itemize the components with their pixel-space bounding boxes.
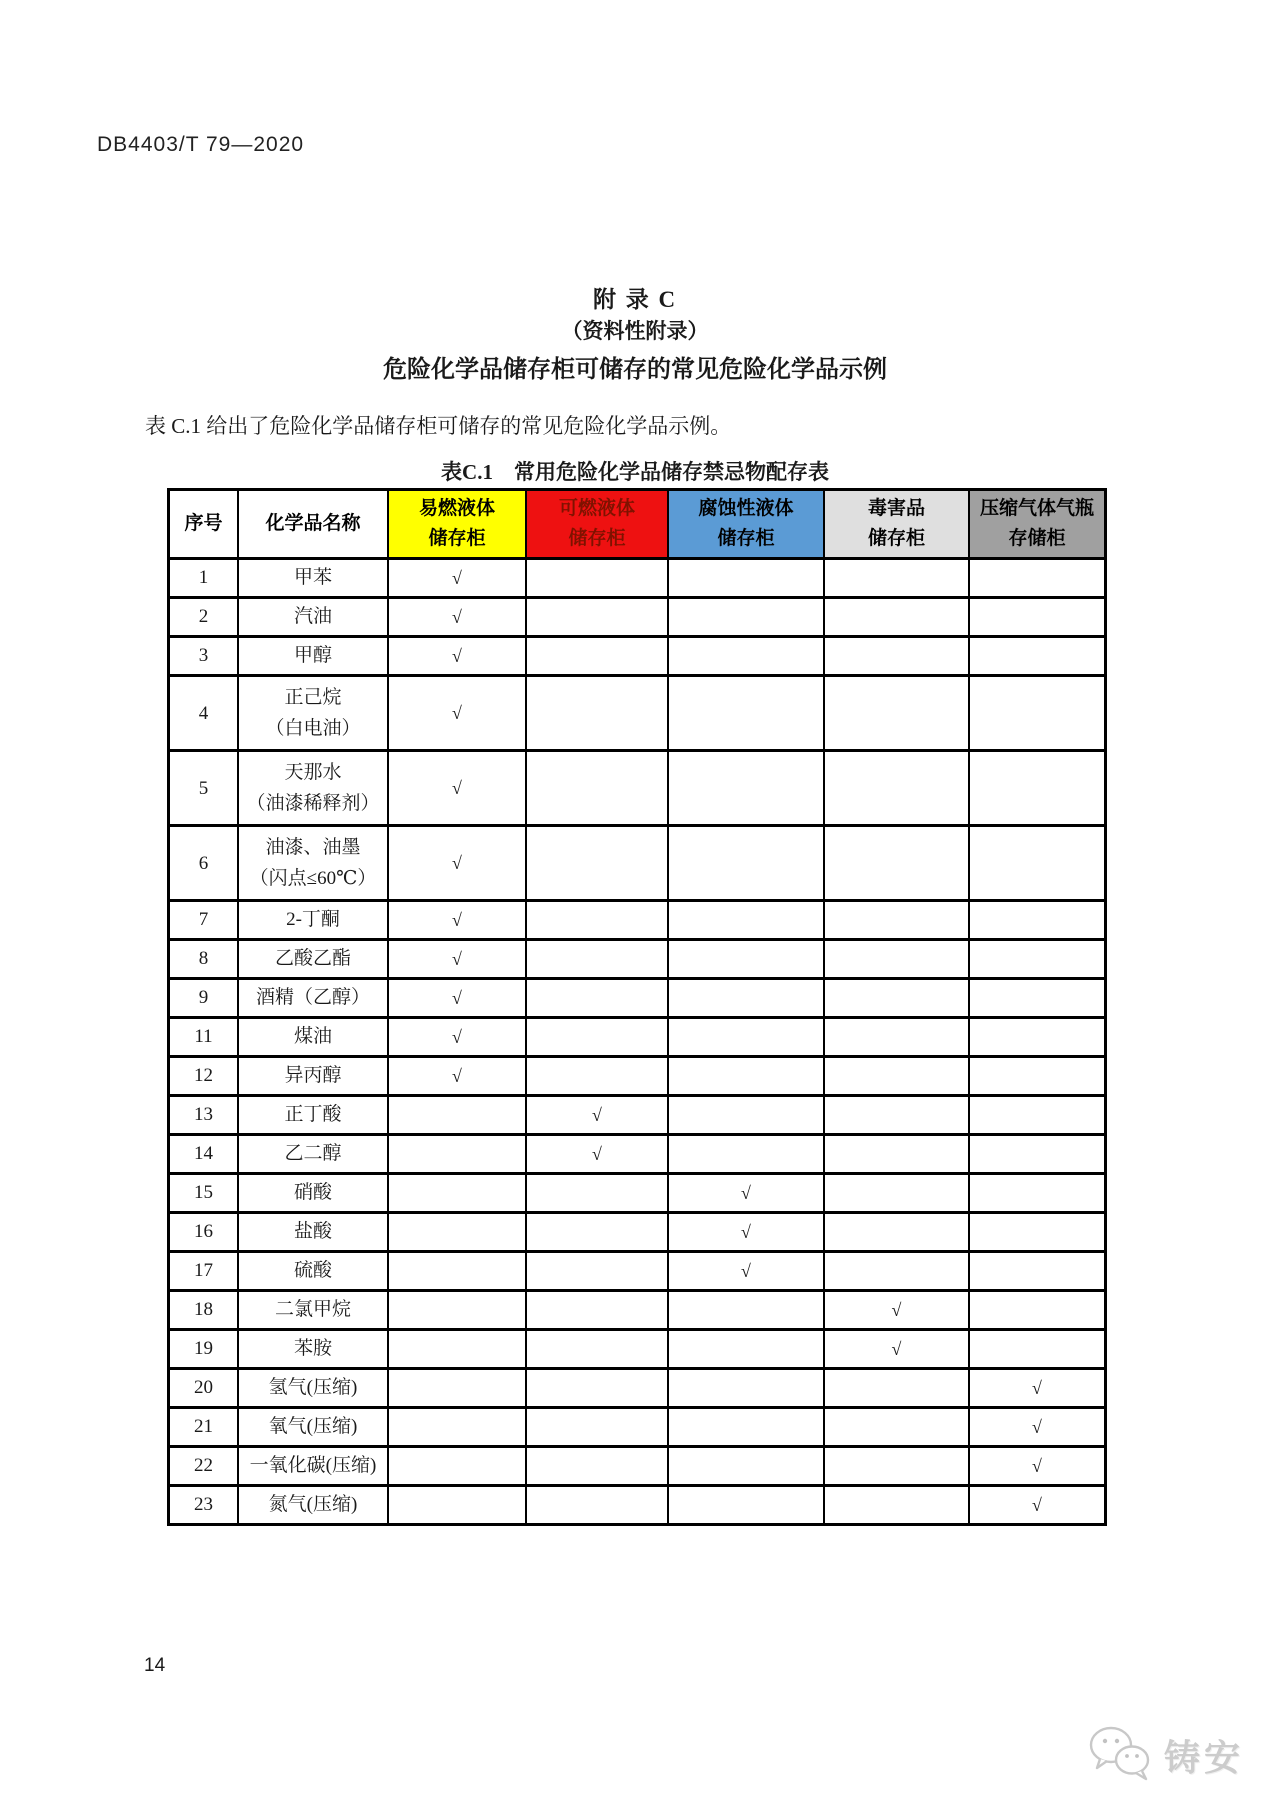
- check-mark: √: [452, 567, 462, 588]
- chemical-name-line: 一氧化碳(压缩): [249, 1455, 377, 1476]
- check-cell-flammable: [388, 1447, 526, 1486]
- row-number-cell: 1: [169, 559, 239, 598]
- check-cell-combustible: [526, 1408, 668, 1447]
- column-header-line: 易燃液体: [418, 498, 495, 519]
- table-row: [169, 1096, 1106, 1135]
- chemical-name-line: 天那水: [284, 762, 342, 783]
- chemical-name-line: 异丙醇: [284, 1065, 342, 1086]
- check-cell-combustible: [526, 1447, 668, 1486]
- check-cell-flammable: [388, 901, 526, 940]
- chemical-name-cell: [238, 1447, 388, 1486]
- chemical-name-cell: [238, 1291, 388, 1330]
- check-cell-compressed: [969, 1330, 1106, 1369]
- watermark-text: 铸安: [1163, 1738, 1244, 1778]
- check-cell-toxic: [824, 979, 969, 1018]
- chemical-name-cell: [238, 1369, 388, 1408]
- page-number: 14: [144, 1655, 166, 1676]
- table-row: [169, 1486, 1106, 1525]
- check-cell-corrosive: [668, 1330, 824, 1369]
- check-cell-compressed: [969, 826, 1106, 901]
- table-row: [169, 826, 1106, 901]
- watermark: [1084, 1722, 1244, 1789]
- check-mark: √: [891, 1338, 902, 1359]
- check-cell-compressed: [969, 751, 1106, 826]
- chemical-name-cell: [238, 901, 388, 940]
- check-cell-toxic: [824, 1330, 969, 1369]
- row-number-cell: 14: [169, 1135, 239, 1174]
- chemical-name-cell: [238, 637, 388, 676]
- check-cell-toxic: [824, 901, 969, 940]
- chemical-name-line: 乙二醇: [284, 1143, 342, 1164]
- table-row: [169, 559, 1106, 598]
- check-mark: √: [452, 606, 462, 627]
- check-cell-corrosive: [668, 1096, 824, 1135]
- chemical-name-cell: [238, 1174, 388, 1213]
- table-row: [169, 940, 1106, 979]
- check-cell-combustible: [526, 901, 668, 940]
- column-header-line: 储存柜: [717, 528, 775, 549]
- check-cell-toxic: [824, 1291, 969, 1330]
- row-number-cell: 22: [169, 1447, 239, 1486]
- check-cell-corrosive: [668, 1018, 824, 1057]
- chemical-name-line: 汽油: [293, 606, 332, 627]
- chemical-name-line: 油漆、油墨: [265, 837, 361, 858]
- check-cell-corrosive: [668, 676, 824, 751]
- check-cell-combustible: [526, 751, 668, 826]
- check-cell-flammable: [388, 1330, 526, 1369]
- check-cell-compressed: [969, 1369, 1106, 1408]
- standard-number: DB4403/T 79—2020: [97, 133, 305, 156]
- appendix-subtitle: （资料性附录）: [561, 319, 709, 343]
- table-row: [169, 1291, 1106, 1330]
- table-row: [169, 676, 1106, 751]
- column-header-line: 压缩气体气瓶: [979, 498, 1094, 519]
- check-cell-flammable: [388, 1096, 526, 1135]
- check-cell-compressed: [969, 559, 1106, 598]
- check-mark: √: [452, 852, 462, 873]
- check-cell-corrosive: [668, 637, 824, 676]
- check-cell-compressed: [969, 1096, 1106, 1135]
- check-cell-toxic: [824, 637, 969, 676]
- check-mark: √: [592, 1104, 602, 1125]
- check-mark: √: [741, 1182, 751, 1203]
- row-number-cell: 16: [169, 1213, 239, 1252]
- check-cell-combustible: [526, 979, 668, 1018]
- check-mark: √: [452, 948, 462, 969]
- check-mark: √: [891, 1299, 902, 1320]
- check-cell-combustible: [526, 1330, 668, 1369]
- check-cell-toxic: [824, 1408, 969, 1447]
- check-cell-compressed: [969, 1447, 1106, 1486]
- appendix-title: 附 录 C: [592, 287, 678, 312]
- check-mark: √: [452, 909, 462, 930]
- chemical-name-cell: [238, 1018, 388, 1057]
- check-cell-compressed: [969, 1252, 1106, 1291]
- check-cell-compressed: [969, 940, 1106, 979]
- row-number-cell: 13: [169, 1096, 239, 1135]
- chemical-name-cell: [238, 1135, 388, 1174]
- row-number-cell: 8: [169, 940, 239, 979]
- check-cell-corrosive: [668, 1447, 824, 1486]
- row-number-cell: 5: [169, 751, 239, 826]
- check-cell-corrosive: [668, 559, 824, 598]
- chemical-name-cell: [238, 1213, 388, 1252]
- chemical-name-cell: [238, 676, 388, 751]
- table-row: [169, 1447, 1106, 1486]
- table-row: [169, 1369, 1106, 1408]
- check-cell-compressed: [969, 1408, 1106, 1447]
- row-number-cell: 9: [169, 979, 239, 1018]
- check-cell-toxic: [824, 1486, 969, 1525]
- check-mark: √: [741, 1221, 751, 1242]
- check-cell-compressed: [969, 979, 1106, 1018]
- check-mark: √: [452, 645, 462, 666]
- check-cell-combustible: [526, 637, 668, 676]
- row-number-cell: 11: [169, 1018, 239, 1057]
- row-number-cell: 3: [169, 637, 239, 676]
- row-number-cell: 17: [169, 1252, 239, 1291]
- table-caption: 表C.1 常用危险化学品储存禁忌物配存表: [441, 460, 829, 484]
- check-cell-combustible: [526, 1369, 668, 1408]
- check-cell-flammable: [388, 676, 526, 751]
- check-cell-flammable: [388, 979, 526, 1018]
- table-row: [169, 979, 1106, 1018]
- column-header-line: 腐蚀性液体: [698, 498, 794, 519]
- check-cell-corrosive: [668, 1057, 824, 1096]
- row-number-cell: 7: [169, 901, 239, 940]
- chemical-name-cell: [238, 1486, 388, 1525]
- table-row: [169, 1135, 1106, 1174]
- chemical-name-line: 正己烷: [284, 687, 342, 708]
- check-cell-combustible: [526, 1096, 668, 1135]
- check-cell-corrosive: [668, 940, 824, 979]
- check-cell-toxic: [824, 940, 969, 979]
- column-header-line: 储存柜: [428, 528, 486, 549]
- check-cell-combustible: [526, 940, 668, 979]
- check-cell-corrosive: [668, 1408, 824, 1447]
- row-number-cell: 2: [169, 598, 239, 637]
- table-row: [169, 637, 1106, 676]
- check-cell-combustible: [526, 826, 668, 901]
- check-mark: √: [741, 1260, 751, 1281]
- table-row: [169, 1018, 1106, 1057]
- chemical-name-line: 甲醇: [293, 645, 332, 666]
- chemical-name-line: （油漆稀释剂）: [246, 793, 380, 814]
- chemical-name-cell: [238, 940, 388, 979]
- table-row: [169, 1174, 1106, 1213]
- check-cell-corrosive: [668, 598, 824, 637]
- check-cell-corrosive: [668, 1213, 824, 1252]
- chemical-name-cell: [238, 1408, 388, 1447]
- check-cell-flammable: [388, 826, 526, 901]
- check-mark: √: [452, 777, 462, 798]
- check-cell-corrosive: [668, 1291, 824, 1330]
- check-cell-toxic: [824, 1447, 969, 1486]
- check-cell-combustible: [526, 676, 668, 751]
- column-header-no: [169, 490, 239, 559]
- check-cell-corrosive: [668, 1369, 824, 1408]
- row-number-cell: 15: [169, 1174, 239, 1213]
- check-cell-combustible: [526, 1018, 668, 1057]
- check-cell-corrosive: [668, 751, 824, 826]
- check-cell-flammable: [388, 637, 526, 676]
- chemical-name-line: 煤油: [293, 1026, 332, 1047]
- chemical-name-cell: [238, 559, 388, 598]
- check-cell-flammable: [388, 1486, 526, 1525]
- table-header: [169, 490, 1106, 559]
- chemical-name-line: 氧气(压缩): [268, 1416, 358, 1437]
- column-header-line: 毒害品: [867, 498, 925, 519]
- check-cell-toxic: [824, 598, 969, 637]
- chemical-name-cell: [238, 1057, 388, 1096]
- chemical-name-line: 盐酸: [293, 1221, 332, 1242]
- column-header-line: 储存柜: [867, 528, 925, 549]
- check-cell-combustible: [526, 559, 668, 598]
- check-cell-flammable: [388, 1057, 526, 1096]
- check-cell-toxic: [824, 1213, 969, 1252]
- check-cell-toxic: [824, 559, 969, 598]
- column-header-line: 储存柜: [568, 528, 626, 549]
- check-cell-flammable: [388, 1174, 526, 1213]
- check-cell-flammable: [388, 940, 526, 979]
- check-cell-combustible: [526, 1174, 668, 1213]
- chemical-name-cell: [238, 826, 388, 901]
- chemical-name-cell: [238, 979, 388, 1018]
- row-number-cell: 21: [169, 1408, 239, 1447]
- table-row: [169, 598, 1106, 637]
- check-cell-toxic: [824, 826, 969, 901]
- table-row: [169, 1330, 1106, 1369]
- check-cell-combustible: [526, 598, 668, 637]
- check-cell-toxic: [824, 1135, 969, 1174]
- column-header-line: 存储柜: [1008, 528, 1066, 549]
- check-mark: √: [1032, 1494, 1042, 1515]
- check-mark: √: [1032, 1416, 1042, 1437]
- chemical-name-line: 酒精（乙醇）: [255, 987, 370, 1008]
- check-cell-compressed: [969, 1057, 1106, 1096]
- check-cell-flammable: [388, 751, 526, 826]
- check-cell-compressed: [969, 1291, 1106, 1330]
- check-cell-toxic: [824, 1252, 969, 1291]
- check-cell-corrosive: [668, 979, 824, 1018]
- row-number-cell: 23: [169, 1486, 239, 1525]
- column-header-line: 化学品名称: [265, 513, 361, 534]
- row-number-cell: 18: [169, 1291, 239, 1330]
- check-cell-corrosive: [668, 1252, 824, 1291]
- check-cell-compressed: [969, 637, 1106, 676]
- column-header-flammable: [388, 490, 526, 559]
- check-cell-combustible: [526, 1135, 668, 1174]
- check-cell-flammable: [388, 1252, 526, 1291]
- check-cell-corrosive: [668, 1486, 824, 1525]
- chemical-name-line: （白电油）: [265, 718, 361, 739]
- check-cell-combustible: [526, 1213, 668, 1252]
- chemical-storage-table: [167, 488, 1107, 1526]
- check-cell-flammable: [388, 598, 526, 637]
- chemical-name-line: 甲苯: [293, 567, 332, 588]
- table-row: [169, 1057, 1106, 1096]
- table-row: [169, 1252, 1106, 1291]
- check-cell-compressed: [969, 1213, 1106, 1252]
- chemical-name-line: 氢气(压缩): [268, 1377, 358, 1398]
- check-cell-flammable: [388, 1369, 526, 1408]
- check-cell-compressed: [969, 901, 1106, 940]
- table-row: [169, 1408, 1106, 1447]
- check-mark: √: [592, 1143, 602, 1164]
- check-cell-compressed: [969, 1174, 1106, 1213]
- check-cell-toxic: [824, 1018, 969, 1057]
- row-number-cell: 19: [169, 1330, 239, 1369]
- intro-paragraph: 表 C.1 给出了危险化学品储存柜可储存的常见危险化学品示例。: [145, 414, 732, 438]
- chemical-name-line: 二氯甲烷: [274, 1299, 351, 1320]
- check-cell-toxic: [824, 1174, 969, 1213]
- chemical-name-cell: [238, 1330, 388, 1369]
- appendix-heading: 危险化学品储存柜可储存的常见危险化学品示例: [383, 357, 887, 383]
- check-mark: √: [452, 1065, 462, 1086]
- row-number-cell: 20: [169, 1369, 239, 1408]
- chemical-name-cell: [238, 751, 388, 826]
- check-cell-flammable: [388, 1213, 526, 1252]
- chemical-name-line: 2-丁酮: [286, 909, 340, 930]
- check-cell-corrosive: [668, 901, 824, 940]
- column-header-name: [238, 490, 388, 559]
- check-cell-flammable: [388, 1018, 526, 1057]
- check-cell-corrosive: [668, 1135, 824, 1174]
- check-cell-compressed: [969, 1486, 1106, 1525]
- chemical-name-line: 正丁酸: [284, 1104, 342, 1125]
- chemical-name-line: 氮气(压缩): [268, 1494, 358, 1515]
- check-mark: √: [1032, 1377, 1042, 1398]
- check-cell-compressed: [969, 598, 1106, 637]
- chemical-name-line: 苯胺: [293, 1338, 332, 1359]
- check-mark: √: [452, 702, 462, 723]
- row-number-cell: 4: [169, 676, 239, 751]
- check-cell-toxic: [824, 676, 969, 751]
- check-cell-flammable: [388, 1408, 526, 1447]
- check-cell-compressed: [969, 1018, 1106, 1057]
- check-cell-flammable: [388, 559, 526, 598]
- check-cell-combustible: [526, 1252, 668, 1291]
- check-cell-combustible: [526, 1291, 668, 1330]
- check-cell-combustible: [526, 1486, 668, 1525]
- table-row: [169, 1213, 1106, 1252]
- column-header-line: 可燃液体: [558, 498, 635, 519]
- chemical-name-cell: [238, 1096, 388, 1135]
- chemical-name-line: 硫酸: [293, 1260, 332, 1281]
- check-cell-compressed: [969, 1135, 1106, 1174]
- check-cell-toxic: [824, 1369, 969, 1408]
- check-mark: √: [1032, 1455, 1042, 1476]
- column-header-compressed: [969, 490, 1106, 559]
- check-cell-toxic: [824, 1057, 969, 1096]
- table-body: [169, 559, 1106, 1525]
- row-number-cell: 6: [169, 826, 239, 901]
- check-cell-corrosive: [668, 1174, 824, 1213]
- check-cell-flammable: [388, 1135, 526, 1174]
- header-row: [169, 490, 1106, 559]
- table-container: [167, 488, 1107, 1526]
- table-row: [169, 751, 1106, 826]
- column-header-combustible: [526, 490, 668, 559]
- column-header-toxic: [824, 490, 969, 559]
- column-header-corrosive: [668, 490, 824, 559]
- check-cell-toxic: [824, 1096, 969, 1135]
- check-cell-toxic: [824, 751, 969, 826]
- chemical-name-line: 硝酸: [293, 1182, 332, 1203]
- chemical-name-cell: [238, 1252, 388, 1291]
- check-mark: √: [452, 1026, 462, 1047]
- table-row: [169, 901, 1106, 940]
- check-cell-corrosive: [668, 826, 824, 901]
- check-mark: √: [452, 987, 462, 1008]
- wechat-logo-icon: [1084, 1722, 1156, 1789]
- check-cell-compressed: [969, 676, 1106, 751]
- check-cell-flammable: [388, 1291, 526, 1330]
- column-header-line: 序号: [184, 513, 223, 534]
- row-number-cell: 12: [169, 1057, 239, 1096]
- chemical-name-line: （闪点≤60℃）: [249, 868, 377, 889]
- chemical-name-cell: [238, 598, 388, 637]
- chemical-name-line: 乙酸乙酯: [274, 948, 351, 969]
- check-cell-combustible: [526, 1057, 668, 1096]
